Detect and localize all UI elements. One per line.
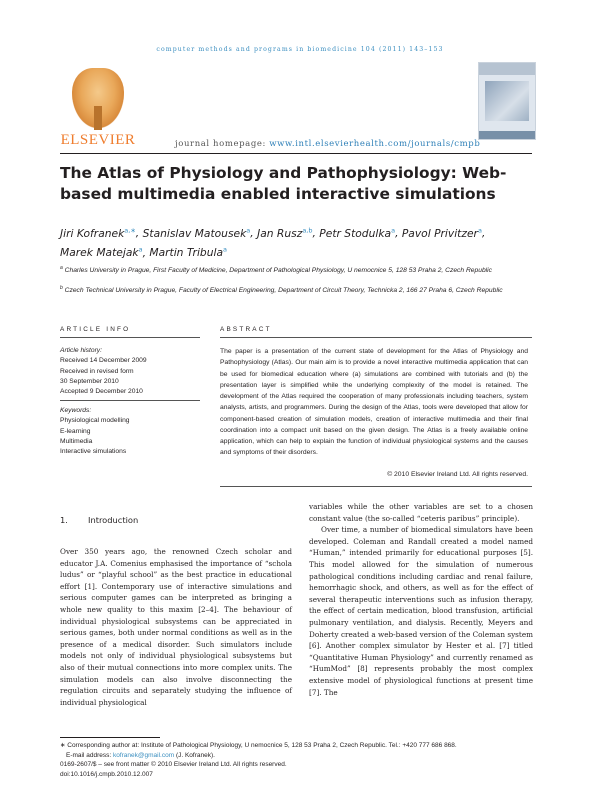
keywords: Keywords: Physiological modelling E-learning Multimedia Interactive simulations	[60, 406, 130, 457]
body-text-left: Over 350 years ago, the renowned Czech scholar and educator J.A. Comenius emphasised the importance of “schola ludus” or “playful school” as the best practice in educational effort [1]. Contemporary use of interactive simulations and serious computer games can be interpreted as bringing a whole new quality to this maxim [2–4]. The behaviour of individual physiological subsystems can be appreciated in serious games, both under normal conditions as well as in the presence of a medical disorder. Such simulators include models not only of individual physiological subsystems but also of their mutual connections into more complex units. The simulation models can also involve disconnecting the regulation circuits and separately studying the influence of individual physiological	[60, 547, 292, 707]
keyword: Interactive simulations	[60, 448, 127, 456]
author[interactable]: Petr Stodulka$^a$	[319, 226, 396, 240]
section-heading: 1. Introduction	[60, 515, 139, 525]
article-title: The Atlas of Physiology and Pathophysiology: Web-based multimedia enabled interactive simulations	[60, 164, 507, 203]
abstract-rule	[220, 337, 532, 338]
journal-homepage-label: journal homepage:	[175, 139, 266, 149]
footnotes: ∗ Corresponding author at: Institute of Pathological Physiology, U nemocnice 5, 128 53 Praha 2, Czech Republic. Tel.: +420 777 686 868. E-mail address: kofranek@gmail.com (J. Kofranek). 0169-2607/$ – see front matter © 2010 Elsevier Ireland Ltd. All rights reserved. doi:10.1016/j.cmpb.2010.12.007	[60, 741, 540, 779]
author[interactable]: Marek Matejak$^a$	[60, 245, 143, 260]
journal-homepage-link[interactable]: www.intl.elsevierhealth.com/journals/cmpb	[269, 139, 481, 149]
journal-cover-image	[478, 62, 536, 140]
author[interactable]: Martin Tribula$^a$	[149, 245, 227, 260]
author[interactable]: Jan Rusz$^{a,b}$	[257, 226, 313, 240]
keyword: Physiological modelling	[60, 417, 130, 425]
affiliation-b: $^b$ Czech Technical University in Prague, Faculty of Electrical Engineering, Department of Circuit Theory, Technicka 2, 166 27 Praha 6, Czech Republic	[60, 285, 503, 295]
doi-line: doi:10.1016/j.cmpb.2010.12.007	[60, 770, 153, 778]
author[interactable]: Jiri Kofranek$^{a,∗}$	[60, 226, 136, 240]
body-text-right: variables while the other variables are set to a chosen constant value (the so-called “ceteris paribus” principle). Over time, a number of biomedical simulators have been developed. Coleman and Randall created a model named “Human,” intended primarily for educational purposes [5]. This model allowed for the simulation of numerous pathological conditions including cardiac and renal failure, hemorrhagic shock, and others, as well as for the effect of several therapeutic interventions such as infusion therapy, the effect of certain medication, blood transfusion, artificial pulmonary ventilation, and dialysis. Recently, Meyers and Doherty created a web-based version of the Coleman system [6]. Another complex simulator by Hester et al. [7] titled “Quantitative Human Physiology” and currently renamed as “HumMod” [8] represents probably the most complex extensive model of physiological functions at present time [7]. The	[309, 502, 533, 697]
article-history: Article history: Received 14 December 2009 Received in revised form 30 September 2010 Accepted 9 December 2010	[60, 347, 147, 396]
author[interactable]: Stanislav Matousek$^a$	[142, 226, 251, 240]
journal-homepage	[175, 139, 480, 149]
abstract-heading: ABSTRACT	[220, 326, 272, 333]
issn-line: 0169-2607/$ – see front matter © 2010 Elsevier Ireland Ltd. All rights reserved.	[60, 761, 287, 769]
affiliation-a: $^a$ Charles University in Prague, First Faculty of Medicine, Department of Pathological Physiology, U nemocnice 5, 128 53 Praha 2, Czech Republic	[60, 265, 492, 275]
keyword: Multimedia	[60, 437, 93, 445]
keyword: E-learning	[60, 427, 91, 435]
article-info-divider	[60, 400, 200, 401]
article-info-heading: ARTICLE INFO	[60, 326, 131, 333]
elsevier-tree-trunk	[94, 106, 102, 130]
elsevier-logo	[60, 66, 136, 150]
author[interactable]: Pavol Privitzer$^a$	[401, 226, 482, 240]
email-link[interactable]: kofranek@gmail.com	[112, 751, 175, 759]
author-list: Jiri Kofranek$^{a,∗}$, Stanislav Matousek$^a$, Jan Rusz$^{a,b}$, Petr Stodulka$^a$, Pavol Privitzer$^a$, Marek Matejak$^a$, Martin Tribula$^a$	[60, 226, 486, 260]
footnote-rule	[60, 737, 160, 738]
header-rule	[60, 153, 532, 154]
running-head: computer methods and programs in biomedicine 104 (2011) 143–153	[156, 46, 444, 53]
abstract-body: The paper is a presentation of the current state of development for the Atlas of Physiology and Pathophysiology (Atlas). Our main aim is to provide a novel interactive multimedia application that can be used for biomedical education where (a) simulations are combined with tutorials and (b) the presentation layer is simplified while the underlying complexity of the model is retained. The development of the Atlas required the cooperation of many professionals including teachers, system analysts, artists, and programmers. During the design of the Atlas, tools were developed that allow for component-based creation of simulation models, creation of interactive multimedia and their final coordination into a compact unit based on the given design. The Atlas is a freely available online application, which can help to explain the function of individual physiological systems and the causes and symptoms of their disorders.	[220, 348, 528, 457]
abstract-copyright: © 2010 Elsevier Ireland Ltd. All rights reserved.	[387, 471, 528, 478]
article-info-rule	[60, 337, 200, 338]
abstract-bottom-rule	[220, 486, 532, 487]
corresponding-author: ∗ Corresponding author at: Institute of Pathological Physiology, U nemocnice 5, 128 53 Praha 2, Czech Republic. Tel.: +420 777 686 868.	[60, 742, 457, 749]
publisher-name: ELSEVIER	[60, 132, 136, 148]
